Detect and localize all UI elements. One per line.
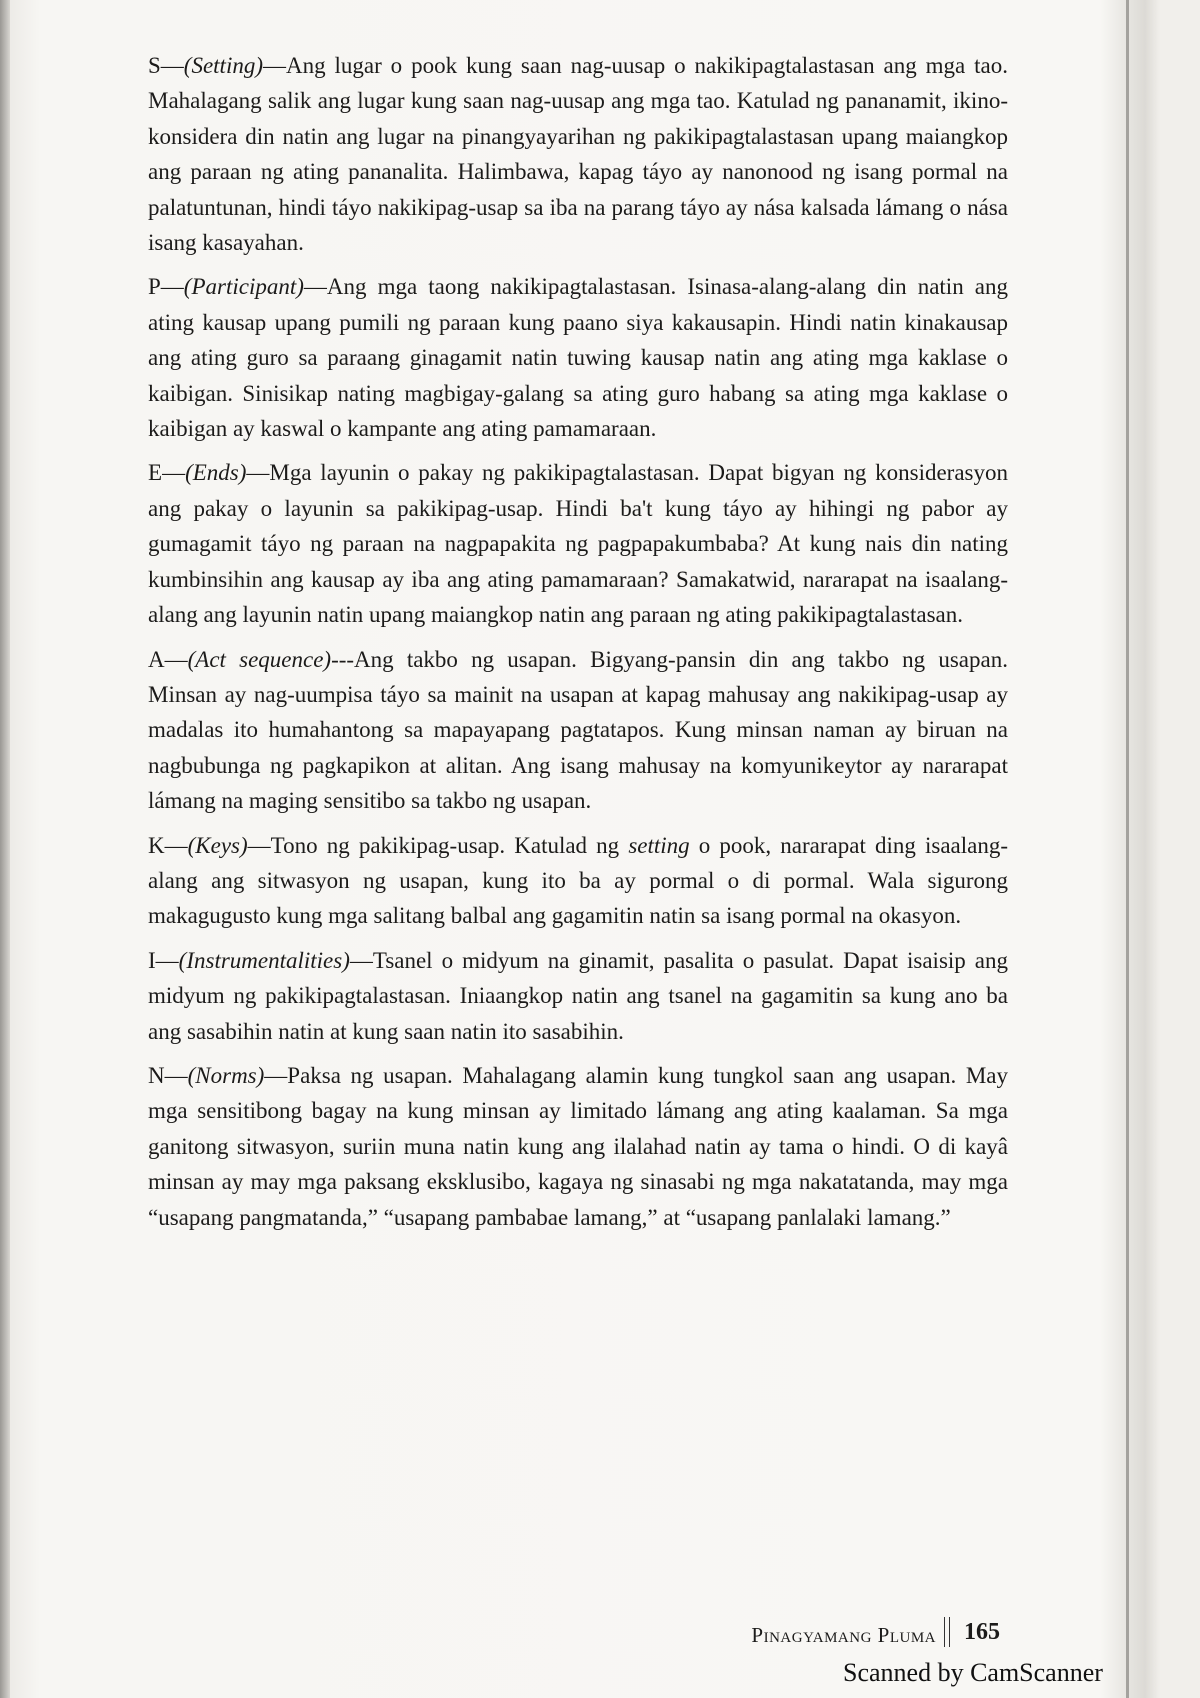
entry-text: —Paksa ng usapan. Mahalagang alamin kung tungkol saan ang usapan. May mga sensitibong bagay na kung minsan ay limitado lámang ang ating kaalaman. Sa mga ganitong sitwasyon, suriin muna natin kung ang ilalahad natin ay tama o hindi. O di kayâ minsan ay may mga paksang eksklusibo, kagaya ng sinasabi ng mga nakatatanda, may mga “usapang pangmatanda,” “usapang pambabae lamang,” at “usapang panlalaki lamang.”	[148, 1062, 1008, 1230]
page-left-shadow	[0, 0, 10, 1698]
entry-text: —Ang lugar o pook kung saan nag-uusap o nakikipagtalastasan ang mga tao. Mahalagang salik ang lugar kung saan nag-uusap ang mga tao. Katulad ng pananamit, ikino-konsidera din natin ang lugar na pinangyayarihan ng pakikipagtalastasan upang maiangkop ang paraan ng ating pananalita. Halimbawa, kapag táyo ay nanonood ng isang pormal na palatuntunan, hindi táyo nakikipag-usap sa iba na parang táyo ay nása kalsada lámang o nása isang kasayahan.	[148, 53, 1008, 256]
entry-dash: —	[164, 646, 188, 672]
entry-keys	[148, 828, 1008, 934]
entry-text-before: —Tono ng pakikipag-usap. Katulad ng	[247, 832, 629, 858]
page-binding-edge	[1126, 0, 1129, 1698]
entry-term: (Act sequence)	[187, 646, 332, 672]
entry-letter: E	[148, 460, 163, 486]
entry-term: (Participant)	[183, 274, 304, 300]
entry-text: —Mga layunin o pakay ng pakikipagtalastasan. Dapat bigyan ng konsiderasyon ang pakay o layunin sa pakikipag-usap. Hindi ba't kung táyo ay hihingi ng pabor ay gumagamit táyo ng paraan na nagpapakita ng pagpapakumbaba? At kung nais din nating kumbinsihin ang kausap ay iba ang ating pamamaraan? Samakatwid, nararapat na isaalang-alang ang layunin natin upang maiangkop natin ang paraan ng ating pakikipagtalastasan.	[148, 460, 1008, 628]
entry-letter: K	[148, 832, 165, 858]
footer-divider	[944, 1617, 950, 1647]
entry-dash: —	[160, 53, 184, 78]
entry-dash: —	[155, 947, 179, 973]
entry-italic-word: setting	[628, 832, 690, 858]
entry-term: (Norms)	[187, 1062, 265, 1088]
entry-term: (Setting)	[183, 53, 263, 78]
entry-term: (Instrumentalities)	[178, 947, 350, 973]
entry-letter: P	[148, 274, 161, 300]
entry-term: (Ends)	[185, 460, 247, 486]
entry-norms	[148, 1058, 1008, 1235]
entry-term: (Keys)	[187, 832, 248, 858]
running-head: Pinagyamang Pluma	[751, 1623, 936, 1647]
entry-ends	[148, 455, 1008, 632]
entry-dash: —	[162, 460, 186, 486]
entry-letter: S	[148, 53, 161, 78]
page-footer	[690, 1617, 1000, 1657]
entry-participant	[148, 269, 1008, 446]
entry-letter: I	[148, 947, 156, 973]
entry-letter: A	[148, 646, 165, 672]
entry-act-sequence	[148, 642, 1008, 819]
entry-text: o pook, nararapat ding isaalang-alang ang sitwasyon ng usapan, kung ito ba ay pormal o di pormal. Wala sigurong makagugusto kung mga salitang balbal ang gagamitin natin sa isang pormal na okasyon.	[148, 832, 1008, 929]
entry-text: —Ang mga taong nakikipagtalastasan. Isinasa-alang-alang din natin ang ating kausap upang pumili ng paraan kung paano siya kakausapin. Hindi natin kinakausap ang ating guro sa paraang ginagamit natin tuwing kausap natin ang ating mga kaklase o kaibigan. Sinisikap nating magbigay-galang sa ating guro habang sa ating mga kaklase o kaibigan ay kaswal o kampante ang ating pamamaraan.	[148, 274, 1008, 442]
page-body	[148, 48, 1008, 1244]
entry-setting	[148, 48, 1008, 260]
entry-dash: —	[164, 832, 188, 858]
entry-instrumentalities	[148, 943, 1008, 1049]
scanner-watermark: Scanned by CamScanner	[843, 1658, 1103, 1687]
entry-text: ---Ang takbo ng usapan. Bigyang-pansin din ang takbo ng usapan. Minsan ay nag-uumpisa táyo sa mainit na usapan at kapag mahusay ang nakikipag-usap ay madalas ito humahantong sa mapayapang pagtatapos. Kung minsan naman ay biruan na nagbubunga ng pagkapikon at alitan. Ang isang mahusay na komyunikeytor ay nararapat lámang na maging sensitibo sa takbo ng usapan.	[148, 646, 1008, 814]
entry-text: —Tsanel o midyum na ginamit, pasalita o pasulat. Dapat isaisip ang midyum ng pakikipagtalastasan. Iniaangkop natin ang tsanel na gagamitin sa kung ano ba ang sasabihin natin at kung saan natin ito sasabihin.	[148, 947, 1008, 1044]
page-number: 165	[964, 1619, 1000, 1645]
entry-dash: —	[164, 1062, 188, 1088]
entry-letter: N	[148, 1062, 165, 1088]
entry-dash: —	[160, 274, 184, 300]
